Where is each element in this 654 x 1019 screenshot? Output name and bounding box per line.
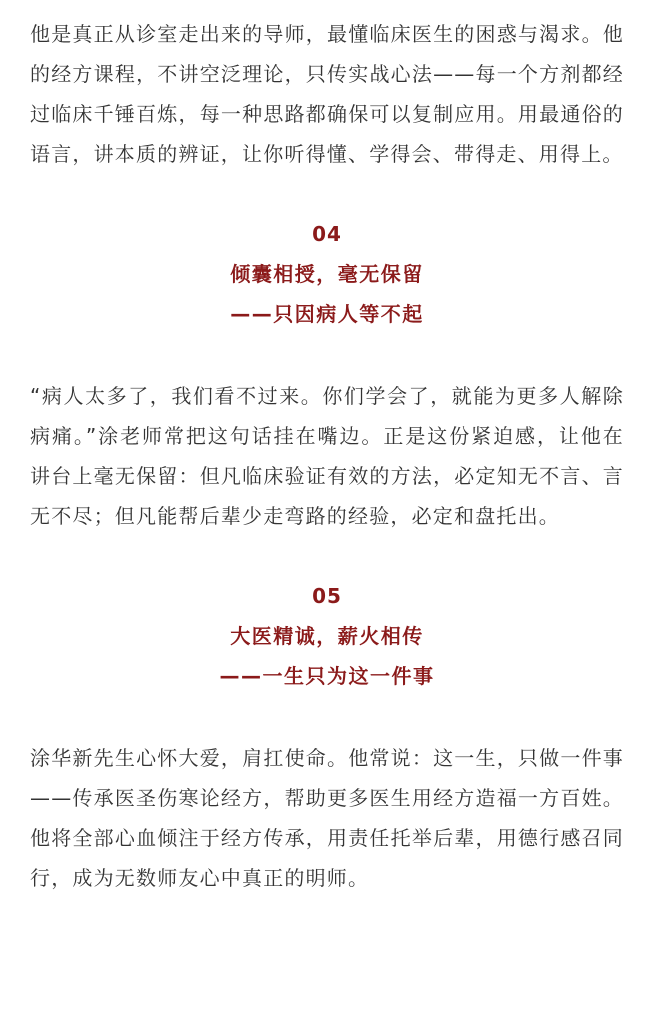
intro-paragraph: 他是真正从诊室走出来的导师，最懂临床医生的困惑与渴求。他的经方课程，不讲空泛理论，只传实战心法——每一个方剂都经过临床千锤百炼，每一种思路都确保可以复制应用。用最通俗的语言，讲本质的辨证，让你听得懂、学得会、带得走、用得上。 [30,22,624,166]
section-number: 05 [312,584,342,608]
section-subtitle: ——只因病人等不起 [230,302,424,326]
section-title: 大医精诚，薪火相传 [230,624,424,648]
section-04-paragraph: “病人太多了，我们看不过来。你们学会了，就能为更多人解除病痛。”涂老师常把这句话挂在嘴边。正是这份紧迫感，让他在讲台上毫无保留：但凡临床验证有效的方法，必定知无不言、言无不尽；但凡能帮后辈少走弯路的经验，必定和盘托出。 [30,384,624,528]
section-title: 倾囊相授，毫无保留 [230,262,424,286]
section-05-heading [30,576,624,696]
section-subtitle: ——一生只为这一件事 [219,664,435,688]
section-05-paragraph: 涂华新先生心怀大爱，肩扛使命。他常说：这一生，只做一件事——传承医圣伤寒论经方，帮助更多医生用经方造福一方百姓。他将全部心血倾注于经方传承，用责任托举后辈，用德行感召同行，成为无数师友心中真正的明师。 [30,746,624,890]
section-04-heading [30,214,624,334]
section-number: 04 [312,222,342,246]
